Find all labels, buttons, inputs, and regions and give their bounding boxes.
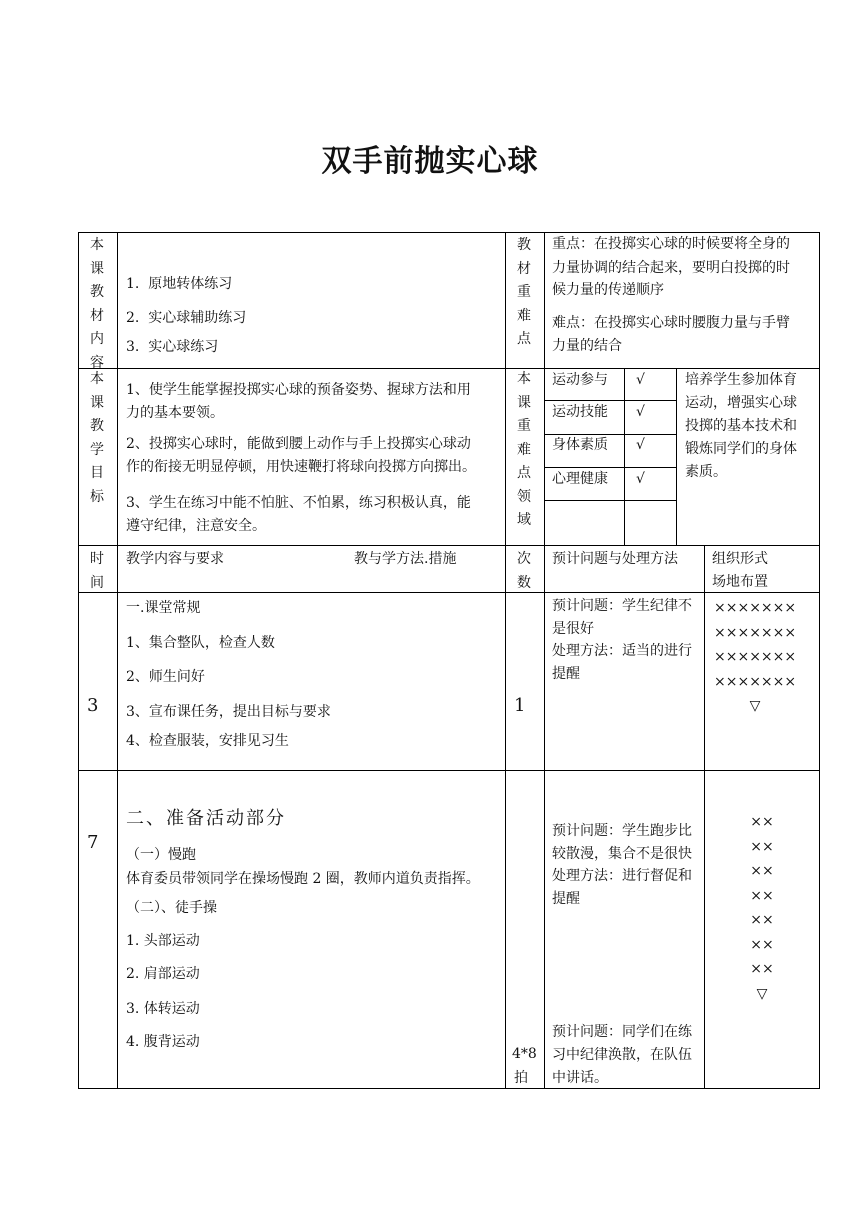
student-row: ××××××× — [714, 673, 797, 690]
student-row: ×× — [750, 936, 774, 953]
count-header: 次 数 — [517, 551, 531, 591]
difficult-point-line-1: 难点：在投掷实心球时腰腹力量与手臂 — [552, 315, 790, 331]
domain-label: 运动参与 — [552, 372, 608, 388]
domain-note-line: 投掷的基本技术和 — [685, 418, 797, 434]
domain-check: √ — [636, 404, 645, 420]
row1-title: 一.课堂常规 — [126, 600, 201, 616]
col-divider — [624, 368, 625, 545]
domain-check: √ — [636, 471, 645, 487]
domain-note-line: 运动，增强实心球 — [685, 395, 797, 411]
col-divider — [704, 545, 705, 1089]
row2-sub1: （一）慢跑 — [126, 847, 196, 863]
domain-check: √ — [636, 372, 645, 388]
row1-item: 4、检查服装，安排见习生 — [126, 733, 289, 749]
domain-note-line: 素质。 — [685, 464, 727, 480]
goal-3-line-1: 3、学生在练习中能不怕脏、不怕累，练习积极认真，能 — [126, 495, 471, 511]
row1-item: 2、师生问好 — [126, 669, 205, 685]
domain-label: 身体素质 — [552, 437, 608, 453]
org-col-header-2: 场地布置 — [712, 574, 768, 590]
row2-sub2: （二）、徒手操 — [126, 900, 217, 916]
row2-issue-line: 预计问题：同学们在练 — [552, 1024, 692, 1040]
student-row: ×× — [750, 838, 774, 855]
row2-item: 1. 头部运动 — [126, 933, 200, 949]
row1-issue-line: 是很好 — [552, 621, 594, 637]
table-border-left — [78, 232, 79, 1089]
row2-time: 7 — [87, 832, 99, 853]
row2-issue-line: 预计问题：学生跑步比 — [552, 823, 692, 839]
goal-2-line-2: 作的衔接无明显停顿，用快速鞭打将球向投掷方向掷出。 — [126, 459, 476, 475]
time-header: 时 间 — [90, 551, 104, 591]
student-row: ×× — [750, 863, 774, 879]
row2-issue-line: 中讲话。 — [552, 1070, 608, 1086]
org-col-header-1: 组织形式 — [712, 551, 768, 567]
content-item-2: 2. 实心球辅助练习 — [126, 310, 247, 326]
row1-formation — [714, 596, 796, 719]
domain-check: √ — [636, 437, 645, 453]
row2-formation — [744, 810, 780, 1006]
difficult-point-line-2: 力量的结合 — [552, 338, 622, 354]
row2-count-2: 拍 — [514, 1070, 528, 1086]
teacher-marker: ▽ — [756, 985, 768, 1002]
row2-run-desc: 体育委员带领同学在操场慢跑 2 圈，教师内道负责指挥。 — [126, 871, 480, 887]
content-item-1: 1. 原地转体练习 — [126, 276, 233, 292]
key-point-line-2: 力量协调的结合起来，要明白投掷的时 — [552, 260, 790, 276]
row2-item: 4. 腹背运动 — [126, 1034, 200, 1050]
row-divider — [78, 592, 820, 593]
domain-label: 心理健康 — [552, 471, 608, 487]
row2-issue-line: 较散漫，集合不是很快 — [552, 846, 692, 862]
goals-header: 本 课 教 学 目 标 — [90, 371, 104, 505]
student-row: ×× — [750, 912, 774, 928]
row1-issue-line: 处理方法：适当的进行 — [552, 643, 692, 659]
col-divider — [505, 232, 506, 1089]
goal-1-line-2: 力的基本要领。 — [126, 405, 224, 421]
content-header: 本 课 教 材 内 容 — [90, 237, 104, 371]
row2-issue-line: 提醒 — [552, 891, 580, 907]
domain-divider — [544, 500, 677, 501]
difficulty-header: 教 材 重 难 点 — [517, 237, 531, 347]
table-border-right — [819, 232, 820, 1089]
col-divider — [544, 232, 545, 1089]
row1-time: 3 — [87, 695, 99, 716]
row2-count-1: 4*8 — [512, 1046, 537, 1062]
row1-item: 1、集合整队，检查人数 — [126, 635, 275, 651]
issues-col-header: 预计问题与处理方法 — [552, 551, 678, 567]
content-item-3: 3. 实心球练习 — [126, 339, 219, 355]
key-point-line-1: 重点：在投掷实心球的时候要将全身的 — [552, 236, 790, 252]
row-divider — [78, 545, 820, 546]
row2-issue-line: 习中纪律涣散，在队伍 — [552, 1047, 692, 1063]
domain-label: 运动技能 — [552, 404, 608, 420]
table-border-bottom — [78, 1088, 820, 1089]
row2-issue-line: 处理方法：进行督促和 — [552, 868, 692, 884]
key-point-line-3: 候力量的传递顺序 — [552, 282, 664, 298]
student-row: ××××××× — [714, 624, 797, 641]
student-row: ×× — [750, 961, 774, 977]
col-divider — [676, 368, 677, 545]
row2-title: 二、准备活动部分 — [126, 808, 286, 829]
method-col-header: 教与学方法.措施 — [354, 551, 457, 567]
goal-3-line-2: 遵守纪律，注意安全。 — [126, 518, 266, 534]
student-row: ×× — [750, 887, 774, 904]
col-divider — [117, 232, 118, 1089]
domain-note-line: 锻炼同学们的身体 — [685, 441, 797, 457]
content-col-header: 教学内容与要求 — [126, 551, 224, 567]
student-row: ××××××× — [714, 600, 797, 616]
student-row: ×× — [750, 814, 774, 830]
row1-count: 1 — [514, 695, 526, 716]
teacher-marker: ▽ — [749, 698, 761, 714]
row-divider — [78, 770, 820, 771]
row1-issue-line: 提醒 — [552, 666, 580, 682]
lesson-plan-table — [78, 232, 820, 1089]
domain-note-line: 培养学生参加体育 — [685, 372, 797, 388]
row2-item: 2. 肩部运动 — [126, 966, 200, 982]
page-title: 双手前抛实心球 — [321, 144, 539, 179]
row1-issue-line: 预计问题：学生纪律不 — [552, 598, 692, 614]
row2-item: 3. 体转运动 — [126, 1001, 200, 1017]
goal-2-line-1: 2、投掷实心球时，能做到腰上动作与手上投掷实心球动 — [126, 436, 471, 452]
student-row: ××××××× — [714, 649, 797, 665]
domains-header: 本 课 重 难 点 领 域 — [517, 371, 531, 528]
goal-1-line-1: 1、使学生能掌握投掷实心球的预备姿势、握球方法和用 — [126, 382, 471, 398]
row1-item: 3、宣布课任务，提出目标与要求 — [126, 704, 331, 720]
